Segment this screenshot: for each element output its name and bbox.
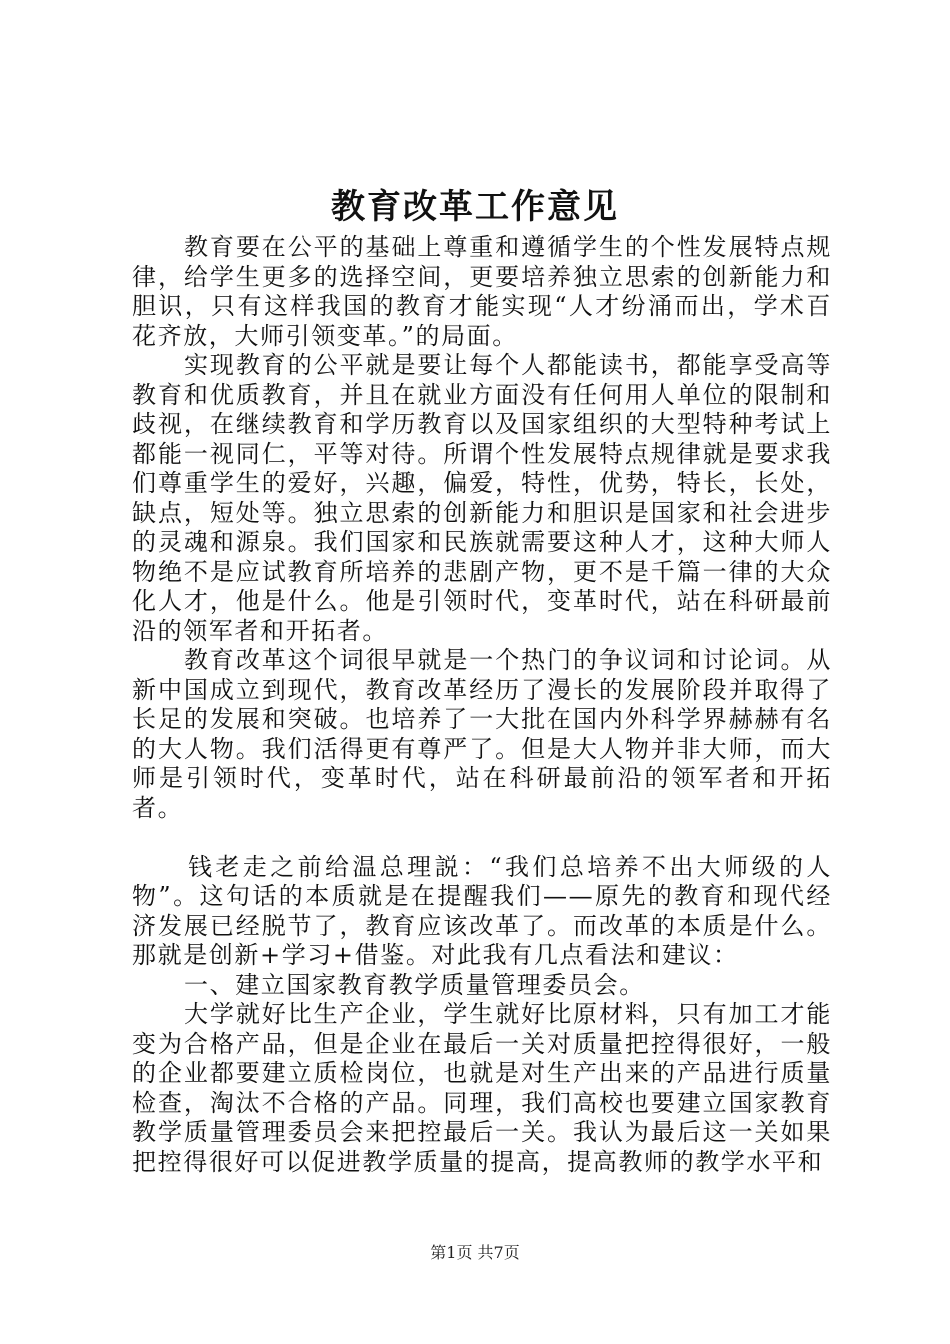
document-body — [132, 233, 832, 1177]
document-title: 教育改革工作意见 — [331, 187, 619, 227]
paragraph-gap — [132, 823, 832, 853]
page-number: 第1页 共7页 — [430, 1243, 520, 1262]
paragraph-3: 教育改革这个词很早就是一个热门的争议词和讨论词。从新中国成立到现代，教育改革经历了漫长的发展阶段并取得了长足的发展和突破。也培养了一大批在国内外科学界赫赫有名的大人物。我们活得更有尊严了。但是大人物并非大师，而大师是引领时代，变革时代，站在科研最前沿的领军者和开拓者。 — [132, 646, 832, 822]
section-heading-1: 一、建立国家教育教学质量管理委员会。 — [184, 970, 645, 999]
paragraph-1: 教育要在公平的基础上尊重和遵循学生的个性发展特点规律，给学生更多的选择空间，更要培养独立思索的创新能力和胆识，只有这样我国的教育才能实现“人才纷涌而出，学术百花齐放，大师引领变革。”的局面。 — [132, 233, 832, 350]
paragraph-2: 实现教育的公平就是要让每个人都能读书，都能享受高等教育和优质教育，并且在就业方面没有任何用人单位的限制和歧视，在继续教育和学历教育以及国家组织的大型特种考试上都能一视同仁，平等对待。所谓个性发展特点规律就是要求我们尊重学生的爱好，兴趣，偏爱，特性，优势，特长，长处，缺点，短处等。独立思索的创新能力和胆识是国家和社会进步的灵魂和源泉。我们国家和民族就需要这种人才，这种大师人物绝不是应试教育所培养的悲剧产物，更不是千篇一律的大众化人才，他是什么。他是引领时代，变革时代，站在科研最前沿的领军者和开拓者。 — [132, 351, 832, 645]
paragraph-5: 大学就好比生产企业，学生就好比原材料，只有加工才能变为合格产品，但是企业在最后一关对质量把控得很好，一般的企业都要建立质检岗位，也就是对生产出来的产品进行质量检查，淘汰不合格的产品。同理，我们高校也要建立国家教育教学质量管理委员会来把控最后一关。我认为最后这一关如果把控得很好可以促进教学质量的提高，提高教师的教学水平和 — [132, 1000, 832, 1176]
paragraph-4: 钱老走之前给温总理説：“我们总培养不出大师级的人物”。这句话的本质就是在提醒我们——原先的教育和现代经济发展已经脱节了，教育应该改革了。而改革的本质是什么。那就是创新+学习+借鉴。对此我有几点看法和建议： — [132, 852, 832, 969]
